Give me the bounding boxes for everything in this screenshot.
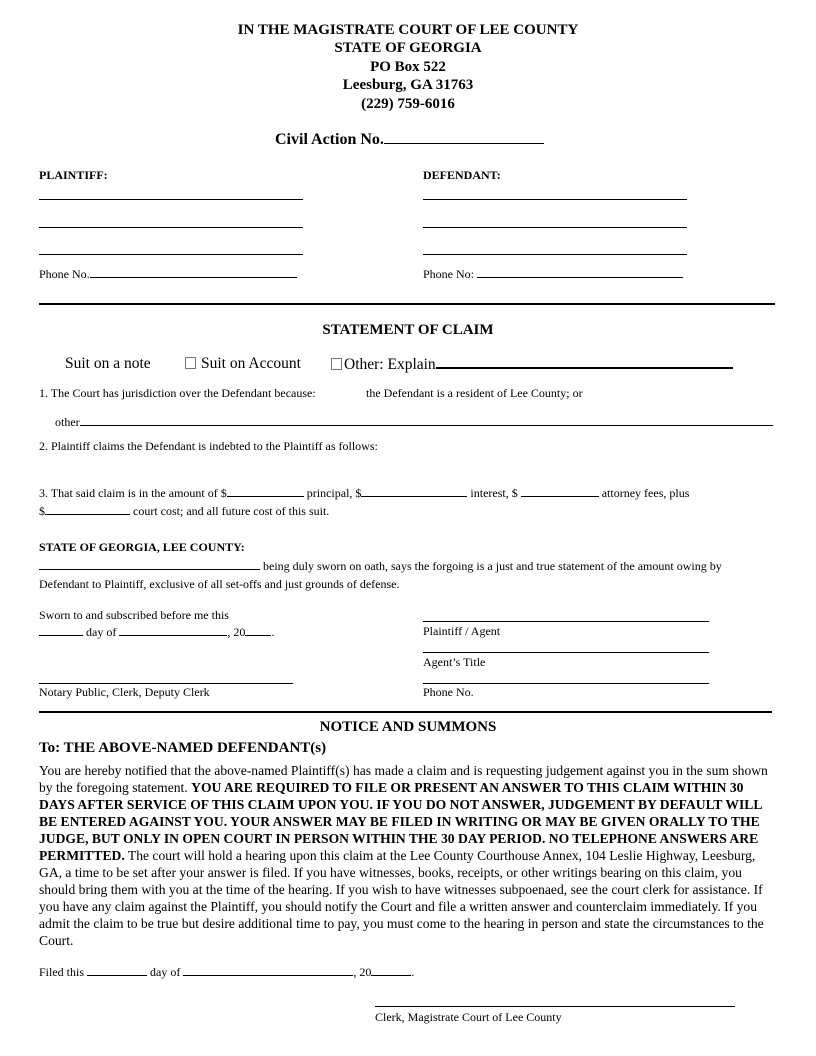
notary-label: Notary Public, Clerk, Deputy Clerk bbox=[39, 685, 210, 699]
attorney-label: attorney fees, plus bbox=[601, 486, 690, 500]
notary-signature-line[interactable] bbox=[39, 683, 293, 684]
sworn-period: . bbox=[271, 625, 275, 639]
principal-label: principal, $ bbox=[306, 486, 362, 500]
oath-line-2: Defendant to Plaintiff, exclusive of all set-offs and just grounds of defense. bbox=[39, 577, 400, 591]
plaintiff-phone-label: Phone No. bbox=[39, 267, 90, 281]
filed-period: . bbox=[411, 965, 415, 979]
notice-body-end: The court will hold a hearing upon this claim at the Lee County Courthouse Annex, 104 Leslie Highway, Leesburg, GA, a time to be set after your answer is filed. If you have witnesses, books, receipts, or other writings bearing on this claim, you should bring them with you at the time of the hearing. If you wish to have witnesses subpoenaed, see the court clerk for assistance. If you have any claim against the Plaintiff, you should notify the Court and file a written answer and counterclaim immediately. If you admit the claim to be true but desire additional time to pay, you must come to the hearing in person and state the circumstances to the Court. bbox=[39, 848, 764, 948]
section-divider-2 bbox=[39, 711, 772, 713]
interest-field[interactable] bbox=[521, 485, 599, 497]
claim-title: STATEMENT OF CLAIM bbox=[322, 322, 494, 338]
filed-day-of: day of bbox=[150, 965, 181, 979]
other-checkbox[interactable] bbox=[331, 358, 342, 370]
plaintiff-phone bbox=[39, 266, 297, 281]
jurisdiction-other-label: other bbox=[55, 415, 80, 429]
sworn-day-of: day of bbox=[86, 625, 117, 639]
filed-year-label: , 20 bbox=[353, 965, 372, 979]
plaintiff-agent-signature-line[interactable] bbox=[423, 621, 709, 622]
section-divider-1 bbox=[39, 303, 775, 305]
state-name: STATE OF GEORGIA bbox=[334, 40, 482, 56]
filed-line bbox=[39, 964, 414, 979]
suit-on-account-label: Suit on Account bbox=[201, 355, 301, 372]
agents-title-line[interactable] bbox=[423, 652, 709, 653]
defendant-label: DEFENDANT: bbox=[423, 168, 501, 182]
oath-heading: STATE OF GEORGIA, LEE COUNTY: bbox=[39, 540, 245, 554]
plaintiff-phone-field[interactable] bbox=[90, 266, 297, 278]
sworn-year-field[interactable] bbox=[245, 624, 271, 636]
court-phone: (229) 759-6016 bbox=[361, 96, 455, 112]
notice-body bbox=[39, 762, 779, 949]
filed-this-label: Filed this bbox=[39, 965, 85, 979]
agent-phone-line[interactable] bbox=[423, 683, 709, 684]
clerk-label: Clerk, Magistrate Court of Lee County bbox=[375, 1010, 562, 1024]
option-suit-on-account[interactable] bbox=[185, 355, 301, 373]
jurisdiction-other bbox=[55, 414, 773, 429]
suit-on-account-checkbox[interactable] bbox=[185, 357, 196, 369]
option-other[interactable] bbox=[331, 355, 733, 374]
po-box: PO Box 522 bbox=[370, 59, 446, 75]
oath-line-1-text: being duly sworn on oath, says the forgoing is a just and true statement of the amount owing by bbox=[263, 559, 722, 573]
plaintiff-line-1[interactable] bbox=[39, 199, 303, 200]
other-explain-field[interactable] bbox=[436, 355, 733, 369]
defendant-line-3[interactable] bbox=[423, 254, 687, 255]
defendant-phone bbox=[423, 266, 683, 281]
interest-label: interest, $ bbox=[470, 486, 518, 500]
defendant-phone-field[interactable] bbox=[477, 266, 683, 278]
sworn-day-field[interactable] bbox=[39, 624, 83, 636]
sworn-text: Sworn to and subscribed before me this bbox=[39, 608, 229, 622]
defendant-line-1[interactable] bbox=[423, 199, 687, 200]
sworn-month-field[interactable] bbox=[119, 624, 227, 636]
court-cost-label: court cost; and all future cost of this suit. bbox=[133, 504, 330, 518]
plaintiff-line-2[interactable] bbox=[39, 227, 303, 228]
agents-title-label: Agent’s Title bbox=[423, 655, 486, 669]
plaintiff-line-3[interactable] bbox=[39, 254, 303, 255]
court-cost-line bbox=[39, 503, 329, 518]
filed-year-field[interactable] bbox=[371, 964, 411, 976]
amount-prefix: 3. That said claim is in the amount of $ bbox=[39, 486, 227, 500]
amount-field[interactable] bbox=[227, 485, 304, 497]
indebted-text: 2. Plaintiff claims the Defendant is indebted to the Plaintiff as follows: bbox=[39, 439, 378, 453]
plaintiff-agent-label: Plaintiff / Agent bbox=[423, 624, 501, 638]
court-cost-field[interactable] bbox=[45, 503, 130, 515]
defendant-phone-label: Phone No: bbox=[423, 267, 474, 281]
sworn-date bbox=[39, 624, 274, 639]
civil-action-field[interactable] bbox=[384, 132, 544, 144]
jurisdiction-other-field[interactable] bbox=[80, 414, 773, 426]
notice-body-bold: YOU ARE REQUIRED TO FILE OR PRESENT AN ANSWER TO THIS CLAIM WITHIN 30 DAYS AFTER SERVICE OF THIS CLAIM UPON YOU. IF YOU DO NOT ANSWER, JUDGEMENT BY DEFAULT WILL BE ENTERED AGAINST YOU. YOUR ANSWER MAY BE FILED IN WRITING OR MAY BE GIVEN ORALLY TO THE JUDGE, BUT ONLY IN OPEN COURT IN PERSON WITHIN THE 30 DAY PERIOD. NO TELEPHONE ANSWERS ARE PERMITTED. bbox=[39, 780, 762, 863]
plaintiff-label: PLAINTIFF: bbox=[39, 168, 108, 182]
civil-action bbox=[275, 131, 544, 149]
affiant-name-field[interactable] bbox=[39, 558, 260, 570]
oath-line-1 bbox=[39, 558, 722, 573]
amount-line bbox=[39, 485, 689, 500]
dollar-sign: $ bbox=[39, 504, 45, 518]
defendant-line-2[interactable] bbox=[423, 227, 687, 228]
filed-month-field[interactable] bbox=[183, 964, 353, 976]
other-label: Other: Explain bbox=[344, 356, 436, 373]
notice-title: NOTICE AND SUMMONS bbox=[319, 719, 497, 735]
filed-day-field[interactable] bbox=[87, 964, 147, 976]
principal-field[interactable] bbox=[361, 485, 467, 497]
agent-phone-label: Phone No. bbox=[423, 685, 474, 699]
option-suit-on-note[interactable]: Suit on a note bbox=[65, 355, 151, 372]
jurisdiction-text: 1. The Court has jurisdiction over the Defendant because: bbox=[39, 386, 316, 400]
court-name: IN THE MAGISTRATE COURT OF LEE COUNTY bbox=[237, 22, 579, 38]
notice-to: To: THE ABOVE-NAMED DEFENDANT(s) bbox=[39, 740, 327, 756]
clerk-signature-line[interactable] bbox=[375, 1006, 735, 1007]
civil-action-label: Civil Action No. bbox=[275, 131, 384, 148]
jurisdiction-resident[interactable]: the Defendant is a resident of Lee County; or bbox=[366, 386, 583, 400]
notice-body-start: You are hereby notified that the above-named Plaintiff(s) has made a claim and is requesting judgement against you in the sum shown by the foregoing statement. bbox=[39, 763, 768, 795]
sworn-year-label: , 20 bbox=[227, 625, 246, 639]
city: Leesburg, GA 31763 bbox=[342, 77, 474, 93]
